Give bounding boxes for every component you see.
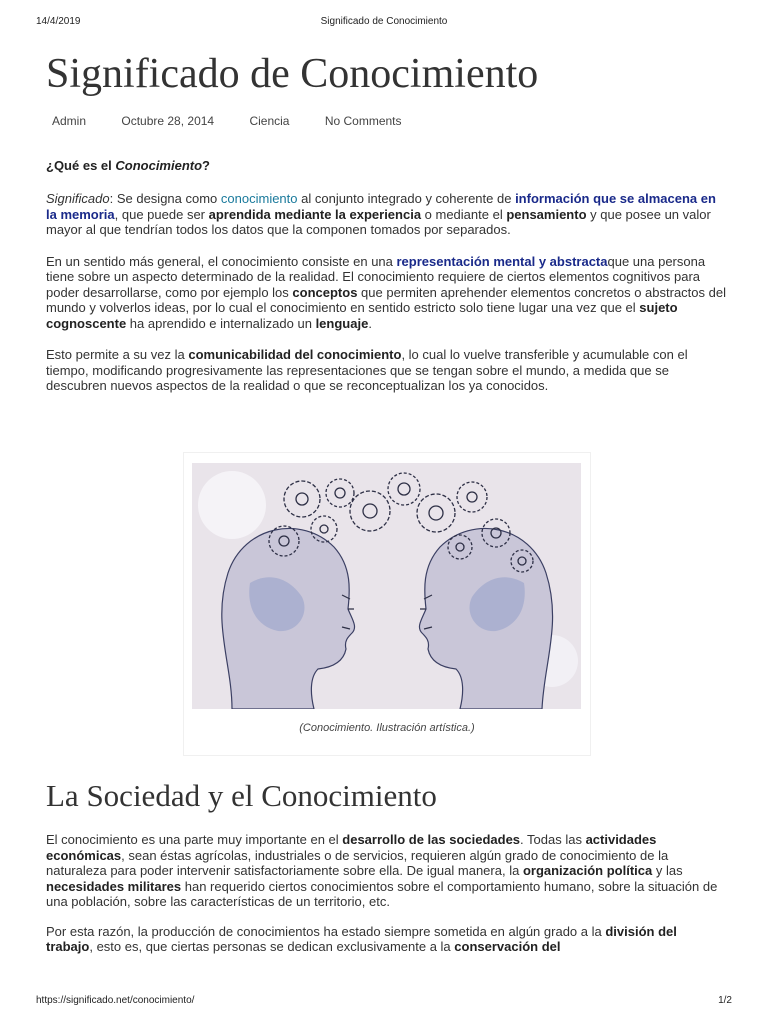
paragraph-society: [46, 832, 726, 910]
bold-text: lenguaje: [315, 315, 369, 331]
bold-text: conceptos: [292, 284, 358, 300]
bold-text: desarrollo de las sociedades: [342, 832, 521, 847]
moon-shape: [198, 471, 266, 539]
question-heading: [46, 158, 726, 173]
text-span: : Se designa como: [109, 191, 221, 206]
print-page-title: Significado de Conocimiento: [320, 16, 448, 27]
bold-text: organización política: [522, 863, 653, 878]
bold-text: aprendida mediante la experiencia: [208, 206, 422, 222]
illustration-heads-gears: [192, 463, 581, 709]
section-society: [46, 772, 726, 955]
text-span: , esto es, que ciertas personas se dedican exclusivamente a la: [89, 939, 455, 954]
paragraph-division-labor: [46, 924, 726, 955]
figure-caption: (Conocimiento. Ilustración artística.): [299, 722, 475, 734]
text-span: Esto permite a su vez la: [46, 347, 189, 362]
text-span: ha aprendido e internalizado un: [126, 315, 316, 331]
text-span: han requerido ciertos conocimientos sobre el comportamiento humano, sobre la situación de una población, sobre las características de un territorio, etc.: [46, 878, 718, 909]
text-span: .: [368, 315, 372, 331]
link-representacion-mental[interactable]: representación mental y abstracta: [396, 253, 608, 269]
meta-comments-link[interactable]: No Comments: [324, 114, 402, 128]
paragraph-definition: [46, 191, 726, 238]
text-span: y las: [652, 863, 683, 878]
text-span: al conjunto integrado y coherente de: [297, 191, 516, 206]
article: [46, 40, 726, 394]
text-span: que permiten aprehender elementos concretos o abstractos del mundo y volverlos ideas, por lo cual el conocimiento en sentido estricto solo tiene lugar una vez que el: [46, 284, 726, 315]
bold-text: necesidades militares: [46, 878, 182, 894]
text-span: En un sentido más general, el conocimiento consiste en una: [46, 253, 397, 269]
text-span: . Todas las: [520, 832, 586, 847]
bold-text: conservación del: [454, 939, 561, 954]
text-span: Por esta razón, la producción de conocimientos ha estado siempre sometida en algún grado a la: [46, 923, 606, 939]
bold-text: actividades económicas: [46, 832, 657, 863]
article-figure: [183, 452, 591, 756]
text-span: , lo cual lo vuelve transferible y acumulable con el tiempo, modificando progresivamente las representaciones que se tengan sobre el mundo, a medida que se descubren nuevos aspectos de la realidad o que se reconceptualizan los ya conocidos.: [46, 347, 688, 393]
print-date: 14/4/2019: [36, 16, 81, 27]
question-suffix: ?: [202, 158, 210, 173]
text-span: que una persona tiene sobre un aspecto determinado de la realidad. El conocimiento requiere de ciertos elementos cognitivos para poder desarrollarse, como por ejemplo los: [46, 253, 706, 300]
bold-text: división del trabajo: [46, 923, 677, 954]
print-url[interactable]: https://significado.net/conocimiento/: [36, 995, 195, 1006]
bold-text: comunicabilidad del conocimiento: [188, 347, 402, 362]
print-page-number: 1/2: [718, 995, 732, 1006]
page-title: Significado de Conocimiento: [46, 51, 539, 97]
text-span: , sean éstas agrícolas, industriales o de servicios, requieren algún grado de conocimiento de la naturaleza para poder intervenir satisfactoriamente sobre ella. De igual manera, la: [46, 847, 669, 878]
text-span: y que posee un valor mayor al que tendrían todos los datos que la componen tomados por separados.: [46, 206, 711, 237]
link-informacion-memoria[interactable]: información que se almacena en la memoria: [46, 191, 716, 222]
print-footer: [36, 995, 732, 1009]
link-conocimiento[interactable]: conocimiento: [220, 191, 298, 206]
text-span: El conocimiento es una parte muy importante en el: [46, 832, 343, 847]
paragraph-communicability: [46, 347, 726, 394]
meta-category-link[interactable]: Ciencia: [249, 114, 290, 128]
question-term: Conocimiento: [115, 158, 203, 173]
question-prefix: ¿Qué es el: [46, 158, 116, 173]
post-meta: [46, 114, 726, 130]
text-span: Significado: [46, 191, 110, 206]
paragraph-general-sense: [46, 254, 726, 332]
text-span: o mediante el: [421, 206, 507, 222]
bold-text: pensamiento: [506, 206, 587, 222]
print-header: [36, 16, 732, 30]
meta-author-link[interactable]: Admin: [52, 114, 87, 128]
text-span: , que puede ser: [114, 206, 209, 222]
section-title: La Sociedad y el Conocimiento: [46, 778, 437, 813]
meta-date: Octubre 28, 2014: [121, 114, 215, 128]
bold-text: sujeto cognoscente: [46, 300, 678, 331]
